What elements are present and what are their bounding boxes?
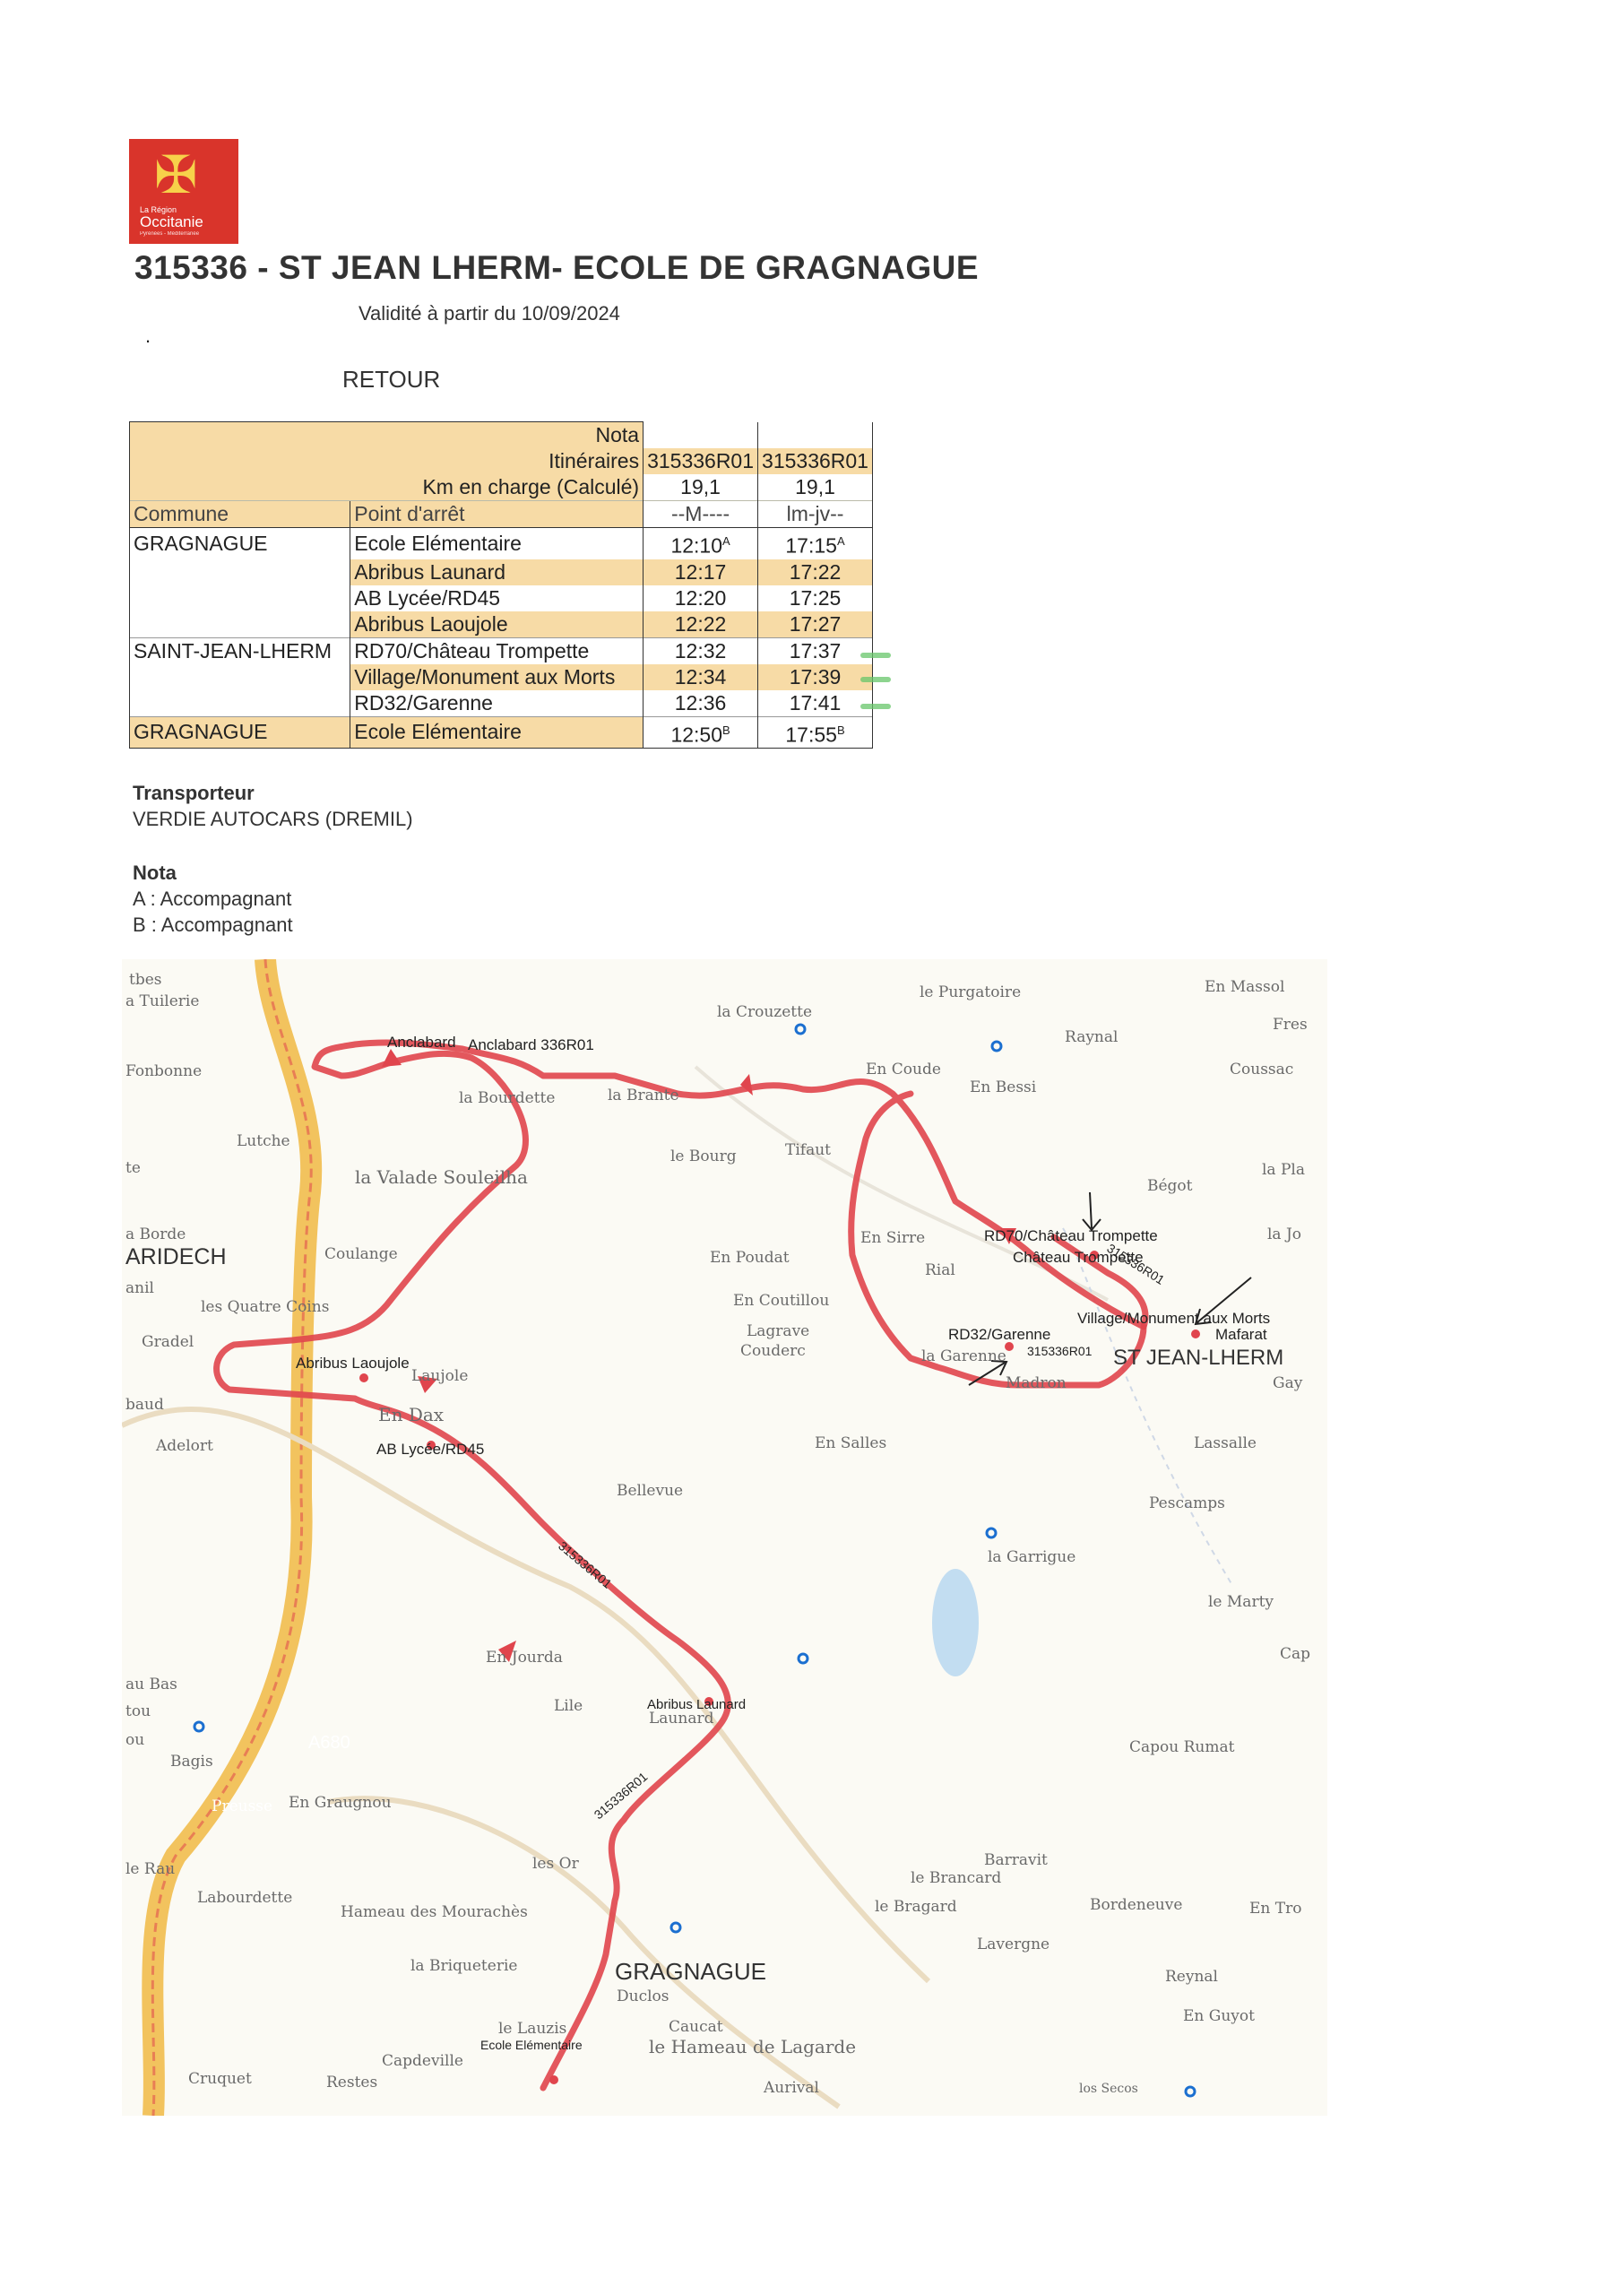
trip-2-itineraire: 315336R01: [758, 448, 873, 474]
place-label: la Bourdette: [459, 1089, 556, 1107]
schedule-table: [129, 421, 873, 749]
highlight-mark: [860, 704, 891, 709]
row-time-1: 12:17: [644, 559, 758, 585]
row-commune: [130, 690, 350, 717]
place-label: Adelort: [156, 1437, 213, 1455]
carrier-name: VERDIE AUTOCARS (DREMIL): [133, 808, 413, 830]
row-commune: [130, 585, 350, 611]
stop-label: Abribus Laoujole: [296, 1355, 410, 1372]
logo-line2: Occitanie: [140, 213, 203, 230]
route-map: [122, 959, 1327, 2116]
place-label: Rial: [925, 1261, 955, 1279]
nota-a: A : Accompagnant: [133, 888, 292, 910]
region-logo: [129, 139, 238, 244]
nota-b: B : Accompagnant: [133, 914, 293, 936]
place-label: Fonbonne: [125, 1062, 203, 1080]
stop-label: AB Lycée/RD45: [376, 1441, 485, 1458]
table-row: [130, 716, 873, 749]
trip-1-itineraire: 315336R01: [644, 448, 758, 474]
table-row: [130, 690, 873, 717]
row-time-1: 12:22: [644, 611, 758, 638]
highlight-mark: [860, 653, 891, 658]
place-label: Pescamps: [1149, 1494, 1225, 1512]
stop-label: RD32/Garenne: [948, 1326, 1051, 1343]
place-label: Coulange: [324, 1245, 398, 1263]
row-stop: Abribus Laoujole: [350, 611, 644, 638]
place-label: la Brante: [608, 1087, 679, 1104]
row-time-2: 17:22: [758, 559, 873, 585]
place-label: ou: [125, 1731, 145, 1749]
row-time-1: 12:10: [670, 533, 722, 558]
place-label: Madron: [1006, 1374, 1067, 1392]
row-stop: RD70/Château Trompette: [350, 637, 644, 664]
row-note-2: B: [836, 723, 845, 737]
row-stop: RD32/Garenne: [350, 690, 644, 717]
row-commune: GRAGNAGUE: [130, 716, 350, 749]
place-label: les Or: [532, 1855, 579, 1873]
place-label: Restes: [326, 2074, 378, 2091]
row-time-1: 12:32: [644, 637, 758, 664]
place-label: le Lauzis: [498, 2020, 567, 2038]
place-label: Caucat: [669, 2018, 723, 2036]
stop-label: Ecole Elémentaire: [480, 2038, 583, 2052]
place-label: Fres: [1273, 1016, 1308, 1034]
place-label: Laujole: [411, 1367, 469, 1385]
place-label: Bordeneuve: [1090, 1896, 1183, 1914]
place-label: En Tro: [1249, 1900, 1302, 1918]
place-label: En Coude: [866, 1061, 941, 1078]
place-label: le Purgatoire: [920, 983, 1022, 1001]
row-stop: AB Lycée/RD45: [350, 585, 644, 611]
place-label: le Bragard: [875, 1898, 957, 1916]
place-label: Barravit: [984, 1851, 1048, 1869]
row-time-1: 12:50: [670, 723, 722, 747]
place-label: En Coutillou: [733, 1292, 830, 1310]
row-commune: [130, 611, 350, 638]
place-label: En Jourda: [486, 1649, 563, 1667]
place-label: En Salles: [815, 1434, 887, 1452]
place-label: A680: [308, 1733, 350, 1753]
place-label: ST JEAN-LHERM: [1113, 1346, 1284, 1370]
row-note-1: A: [722, 534, 730, 548]
stop-marker: [549, 2075, 558, 2084]
stop-label: Anclabard 336R01: [468, 1036, 594, 1053]
row-time-2: 17:25: [758, 585, 873, 611]
stop-label: RD70/Château Trompette: [984, 1227, 1158, 1244]
place-label: Gay: [1273, 1374, 1303, 1392]
place-label: anil: [125, 1279, 154, 1297]
trip-2-km: 19,1: [758, 474, 873, 501]
place-label: Lavergne: [977, 1936, 1050, 1953]
place-label: le Rau: [125, 1860, 176, 1878]
place-label: tou: [125, 1702, 151, 1720]
logo-line1: La Région: [140, 205, 177, 214]
nota-label: Nota: [350, 422, 644, 449]
place-label: Labourdette: [197, 1889, 293, 1907]
table-row: [130, 611, 873, 638]
row-commune: SAINT-JEAN-LHERM: [130, 637, 350, 664]
place-label: GRAGNAGUE: [615, 1958, 767, 1985]
place-label: le Bourg: [670, 1148, 737, 1165]
place-label: Gradel: [142, 1333, 194, 1351]
place-label: Duclos: [617, 1988, 669, 2005]
commune-header: Commune: [130, 501, 350, 528]
place-label: Lagrave: [747, 1322, 810, 1340]
row-time-1: 12:34: [644, 664, 758, 690]
row-time-2: 17:55: [785, 723, 837, 747]
place-label: En Poudat: [710, 1249, 790, 1267]
place-label: En Sirre: [860, 1229, 926, 1247]
table-row: [130, 664, 873, 690]
place-label: baud: [125, 1396, 164, 1414]
place-label: Aurival: [764, 2079, 819, 2097]
table-row: [130, 637, 873, 664]
place-label: Lutche: [237, 1132, 290, 1150]
table-row: [130, 585, 873, 611]
row-time-2: 17:37: [758, 637, 873, 664]
place-label: au Bas: [125, 1676, 177, 1693]
place-label: Cap: [1280, 1645, 1311, 1663]
lake: [932, 1569, 979, 1676]
trip-2-days: lm-jv--: [758, 501, 873, 528]
place-label: Château Trompette: [1013, 1249, 1144, 1266]
place-label: le Marty: [1208, 1593, 1274, 1611]
row-commune: [130, 664, 350, 690]
place-label: la Garrigue: [988, 1548, 1076, 1566]
row-stop: Ecole Elémentaire: [350, 528, 644, 559]
row-note-1: B: [722, 723, 730, 737]
place-label: Bellevue: [617, 1482, 684, 1500]
row-note-2: A: [836, 534, 845, 548]
place-label: le Brancard: [911, 1869, 1002, 1887]
route-tag: 315336R01: [556, 1538, 615, 1591]
place-label: Reynal: [1165, 1968, 1218, 1986]
place-label: la Briqueterie: [410, 1957, 518, 1975]
occitan-cross-icon: ✠: [154, 144, 198, 205]
page-title: 315336 - ST JEAN LHERM- ECOLE DE GRAGNAGUE: [134, 249, 980, 286]
place-label: Coussac: [1230, 1061, 1294, 1078]
itineraires-label: Itinéraires: [350, 448, 644, 474]
place-label: la Valade Souleilha: [355, 1166, 528, 1188]
row-time-2: 17:39: [758, 664, 873, 690]
carrier-label: Transporteur: [133, 782, 255, 804]
place-label: Tifaut: [785, 1141, 831, 1159]
row-commune: [130, 559, 350, 585]
place-label: En Graugnou: [289, 1794, 392, 1812]
row-time-2: 17:41: [758, 690, 873, 717]
row-time-2: 17:27: [758, 611, 873, 638]
place-label: la Crouzette: [717, 1003, 813, 1021]
place-label: Bagis: [170, 1753, 213, 1771]
table-row: [130, 528, 873, 559]
row-time-2: 17:15: [785, 533, 837, 558]
logo-line3: Pyrénées - Méditerranée: [140, 231, 200, 237]
place-label: a Borde: [125, 1225, 186, 1243]
trip-1-km: 19,1: [644, 474, 758, 501]
place-label: la Jo: [1267, 1225, 1302, 1243]
place-label: En Dax: [378, 1404, 445, 1425]
highlight-mark: [860, 677, 891, 682]
validity-date: Validité à partir du 10/09/2024: [358, 302, 620, 325]
table-row: [130, 559, 873, 585]
stray-dot: .: [145, 325, 151, 347]
point-header: Point d'arrêt: [350, 501, 644, 528]
place-label: te: [125, 1159, 141, 1177]
place-label: ARIDECH: [125, 1244, 227, 1269]
trip-1-days: --M----: [644, 501, 758, 528]
place-label: la Garenne: [921, 1347, 1006, 1365]
row-time-1: 12:20: [644, 585, 758, 611]
place-label: a Tuilerie: [125, 992, 200, 1010]
place-label: Lassalle: [1194, 1434, 1257, 1452]
stop-marker: [1191, 1329, 1200, 1338]
row-stop: Abribus Launard: [350, 559, 644, 585]
place-label: En Bessi: [970, 1078, 1037, 1096]
place-label: los Secos: [1079, 2082, 1138, 2096]
place-label: Couderc: [740, 1342, 806, 1360]
row-stop: Village/Monument aux Morts: [350, 664, 644, 690]
place-label: Mafarat: [1215, 1326, 1267, 1343]
direction-label: RETOUR: [342, 366, 441, 393]
row-time-1: 12:36: [644, 690, 758, 717]
route-tag: 315336R01: [591, 1769, 651, 1823]
place-label: les Quatre Coins: [201, 1298, 330, 1316]
place-label: Cruquet: [188, 2070, 252, 2088]
place-label: Preusse: [212, 1797, 273, 1815]
place-label: Raynal: [1065, 1028, 1119, 1046]
stop-marker: [359, 1373, 368, 1382]
row-stop: Ecole Elémentaire: [350, 716, 644, 749]
place-label: le Hameau de Lagarde: [649, 2036, 857, 2057]
place-label: En Massol: [1205, 978, 1285, 996]
place-label: En Guyot: [1183, 2007, 1255, 2025]
route-tag: 315336R01: [1104, 1240, 1168, 1287]
route-tag: 315336R01: [1027, 1344, 1093, 1358]
stop-label: Village/Monument aux Morts: [1077, 1310, 1271, 1327]
place-label: Hameau des Mourachès: [341, 1903, 528, 1921]
place-label: la Pla: [1262, 1161, 1305, 1179]
place-label: Capou Rumat: [1129, 1738, 1235, 1756]
place-label: Launard: [649, 1710, 714, 1728]
place-label: Anclabard: [387, 1034, 456, 1051]
place-label: Capdeville: [382, 2052, 463, 2070]
km-label: Km en charge (Calculé): [350, 474, 644, 501]
place-label: Bégot: [1147, 1177, 1193, 1195]
row-commune: GRAGNAGUE: [130, 528, 350, 559]
place-label: tbes: [129, 971, 162, 989]
stop-label: Abribus Launard: [647, 1697, 747, 1712]
nota-title: Nota: [133, 862, 177, 884]
place-label: Lile: [554, 1697, 583, 1715]
